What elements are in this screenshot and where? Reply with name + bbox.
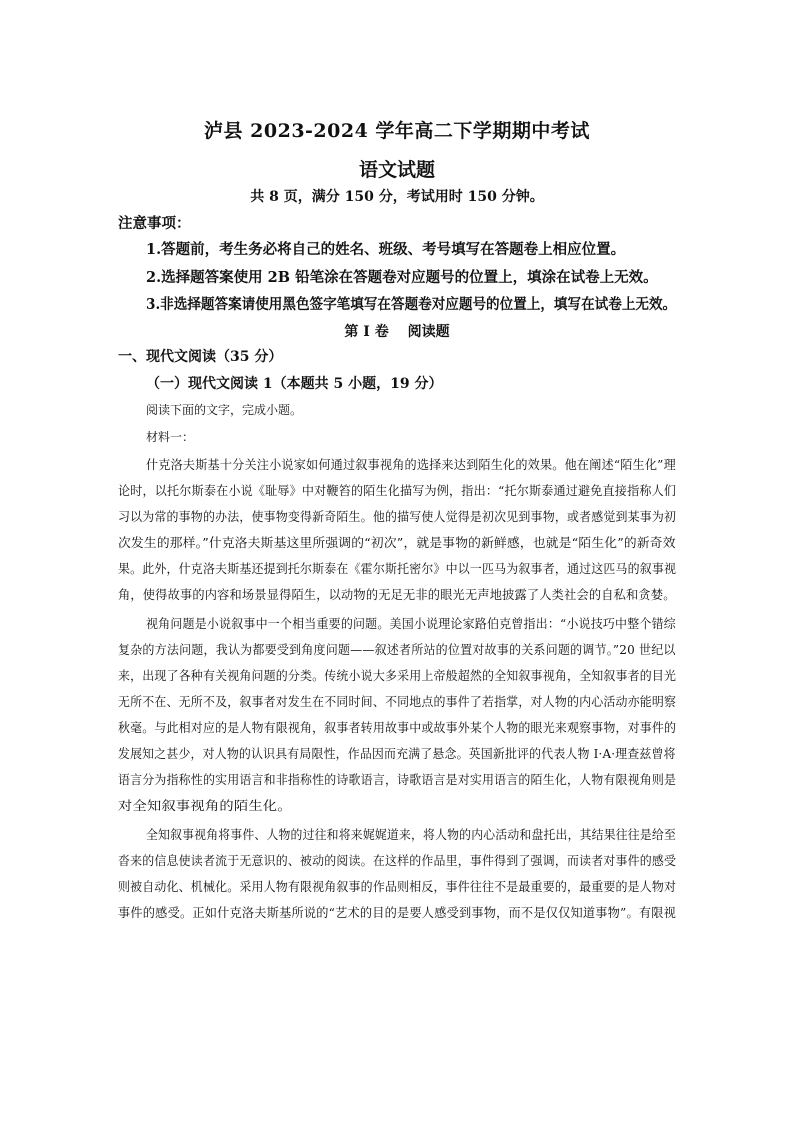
notice-heading: 注意事项： [118,215,191,232]
paragraph-3-line-3: 则被自动化、机械化。采用人物有限视角叙事的作品则相反，事件往往不是最重要的，最重要的是人物对 [118,879,677,894]
paragraph-2-line-7: 语言分为指称性的实用语言和非指称性的诗歌语言，诗歌语言是对实用语言的陌生化，人物有限视角则是 [118,772,677,787]
paragraph-3-line-1: 全知叙事视角将事件、人物的过往和将来娓娓道来，将人物的内心活动和盘托出，其结果往往是给至 [146,827,676,842]
paragraph-2-line-3: 来，出现了各种有关视角问题的分类。传统小说大多采用上帝般超然的全知叙事视角，全知叙事者的目光 [118,668,677,683]
paragraph-1-line-5: 果。此外，什克洛夫斯基还提到托尔斯泰在《霍尔斯托密尔》中以一匹马为叙事者，通过这匹马的叙事视 [118,561,677,576]
paragraph-2-line-1: 视角问题是小说叙事中一个相当重要的问题。美国小说理论家路伯克曾指出：“小说技巧中整个错综 [146,616,676,631]
paragraph-2-line-5: 秋毫。与此相对应的是人物有限视角，叙事者转用故事中或故事外某个人物的眼光来观察事物，对事件的 [118,720,677,735]
paragraph-1-line-3: 习以为常的事物的办法，使事物变得新奇陌生。他的描写使人觉得是初次见到事物，或者感觉到某事为初 [118,509,677,524]
exam-title: 泸县 2023-2024 学年高二下学期期中考试 [204,120,590,142]
paragraph-3-line-2: 沓来的信息使读者流于无意识的、被动的阅读。在这样的作品里，事件得到了强调，而读者对事件的感受 [118,853,677,868]
paragraph-2-line-2: 复杂的方法问题，我认为都要受到角度问题——叙述者所站的位置对故事的关系问题的调节。”20 世纪以 [118,642,676,657]
notice-item-2: 2.选择题答案使用 2B 铅笔涂在答题卷对应题号的位置上，填涂在试卷上无效。 [146,269,658,286]
volume-heading: 第 I 卷 阅读题 [344,324,450,340]
paragraph-1-line-4: 次发生的那样。”什克洛夫斯基这里所强调的“初次”，就是事物的新鲜感，也就是“陌生化”的新奇效 [118,535,676,550]
material-label: 材料一： [146,430,195,444]
paragraph-2-line-4: 无所不在、无所不及，叙事者对发生在不同时间、不同地点的事件了若指掌，对人物的内心活动亦能明察 [118,694,677,709]
paragraph-1-line-6: 角，使得故事的内容和场景显得陌生，以动物的无足无非的眼光无声地披露了人类社会的自私和贪婪。 [118,587,676,602]
notice-item-1: 1.答题前，考生务必将自己的姓名、班级、考号填写在答题卷上相应位置。 [146,241,626,258]
exam-info: 共 8 页，满分 150 分，考试用时 150 分钟。 [250,189,544,205]
section-heading: 一、现代文阅读（35 分） [118,349,283,365]
paragraph-1-line-1: 什克洛夫斯基十分关注小说家如何通过叙事视角的选择来达到陌生化的效果。他在阐述“陌生化”理 [146,457,676,472]
paragraph-1-line-2: 论时，以托尔斯泰在小说《耻辱》中对鞭笞的陌生化描写为例，指出：“托尔斯泰通过避免直接指称人们 [118,483,677,498]
subsection-heading: （一）现代文阅读 1（本题共 5 小题，19 分） [146,376,443,392]
paragraph-2-line-8: 对全知叙事视角的陌生化。 [118,798,292,813]
instruction-text: 阅读下面的文字，完成小题。 [146,403,303,417]
paragraph-2-line-6: 发展知之甚少，对人物的认识具有局限性，作品因而充满了悬念。英国新批评的代表人物 I·A·理查兹曾将 [118,746,676,761]
exam-subtitle: 语文试题 [358,159,435,181]
paragraph-3-line-4: 事件的感受。正如什克洛夫斯基所说的“艺术的目的是要人感受到事物，而不是仅仅知道事物”。有限视 [118,905,677,920]
notice-item-3: 3.非选择题答案请使用黑色签字笔填写在答题卷对应题号的位置上，填写在试卷上无效。 [146,296,677,313]
